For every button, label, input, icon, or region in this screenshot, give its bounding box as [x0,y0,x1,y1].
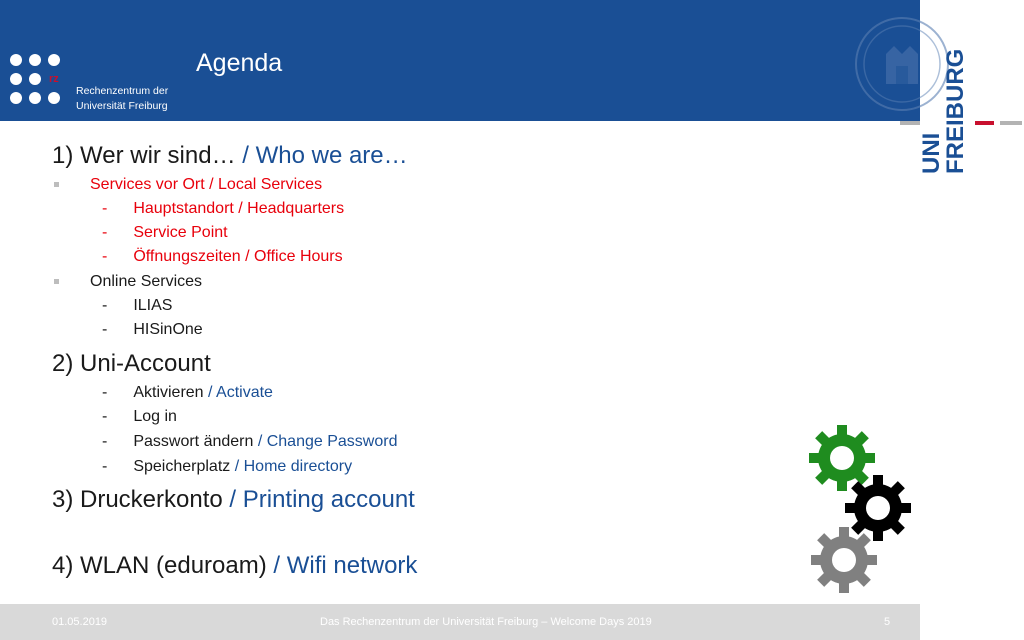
slide-title: Agenda [196,49,283,77]
page-number: 5 [884,616,891,628]
section-3-en: / Printing account [222,486,415,513]
dash: - [102,224,108,241]
item-text: HISinOne [133,321,203,338]
item-headquarters [102,200,344,218]
agenda-section-2 [52,350,211,378]
logo-line-uni: UNI [918,132,945,174]
agenda-section-1 [52,142,408,170]
bullet-text: Services vor Ort / Local Services [90,176,323,193]
item-login [102,408,177,426]
org-name-line1: Rechenzentrum der [76,85,169,97]
logo-bar-grey [1000,121,1022,125]
item-text: Hauptstandort / Headquarters [133,200,345,217]
section-1-en: / Who we are… [235,142,408,169]
item-text-de: Aktivieren [133,384,204,401]
item-text: ILIAS [133,297,173,314]
item-text-de: Öffnungszeiten [133,248,241,265]
square-bullet-icon [54,279,59,284]
footer-caption: Das Rechenzentrum der Universität Freiburg – Welcome Days 2019 [320,616,652,628]
section-3-de: 3) Druckerkonto [52,486,223,513]
bullet-text: Online Services [90,273,203,290]
dash: - [102,458,108,475]
section-1-de: 1) Wer wir sind… [52,142,236,169]
dash: - [102,248,108,265]
item-text-en: / Home directory [230,458,353,475]
item-ilias [102,297,172,315]
rz-mark: rz [49,73,59,85]
bullet-local-services [52,176,322,194]
dash: - [102,384,108,401]
item-service-point [102,224,228,242]
section-4-en: / Wifi network [266,552,418,579]
logo-bar-grey-left [900,121,920,125]
dash: - [102,297,108,314]
dash: - [102,200,108,217]
item-text-de: Speicherplatz [133,458,231,475]
logo-line-freiburg: FREIBURG [942,48,969,174]
item-activate [102,384,273,402]
header-bar [0,0,920,121]
gear-icon-green [809,425,875,491]
item-text-de: Log in [133,408,177,425]
item-office-hours [102,248,343,266]
item-text-de: Passwort ändern [133,433,254,450]
agenda-section-3 [52,486,415,514]
org-name-line2: Universität Freiburg [76,100,168,112]
dash: - [102,321,108,338]
footer-date: 01.05.2019 [52,616,108,628]
logo-bar-red [975,121,994,125]
org-name [76,84,168,114]
item-hisinone [102,321,203,339]
item-home-directory [102,458,352,476]
dash: - [102,433,108,450]
item-text-en: / Change Password [253,433,398,450]
uni-freiburg-logo-text [920,34,968,174]
footer-bar [0,604,920,640]
section-2-de: 2) Uni-Account [52,350,211,377]
item-change-password [102,433,397,451]
gear-icon-grey [811,527,877,593]
item-text: Service Point [133,224,228,241]
item-text-en: / Activate [203,384,273,401]
gear-icon-black [845,475,911,541]
section-4-de: 4) WLAN (eduroam) [52,552,267,579]
dash: - [102,408,108,425]
bullet-online-services [52,273,202,291]
item-text-en: / Office Hours [240,248,343,265]
square-bullet-icon [54,182,59,187]
uni-freiburg-logo [920,36,976,176]
agenda-section-4 [52,552,417,580]
gears-illustration [800,420,920,600]
